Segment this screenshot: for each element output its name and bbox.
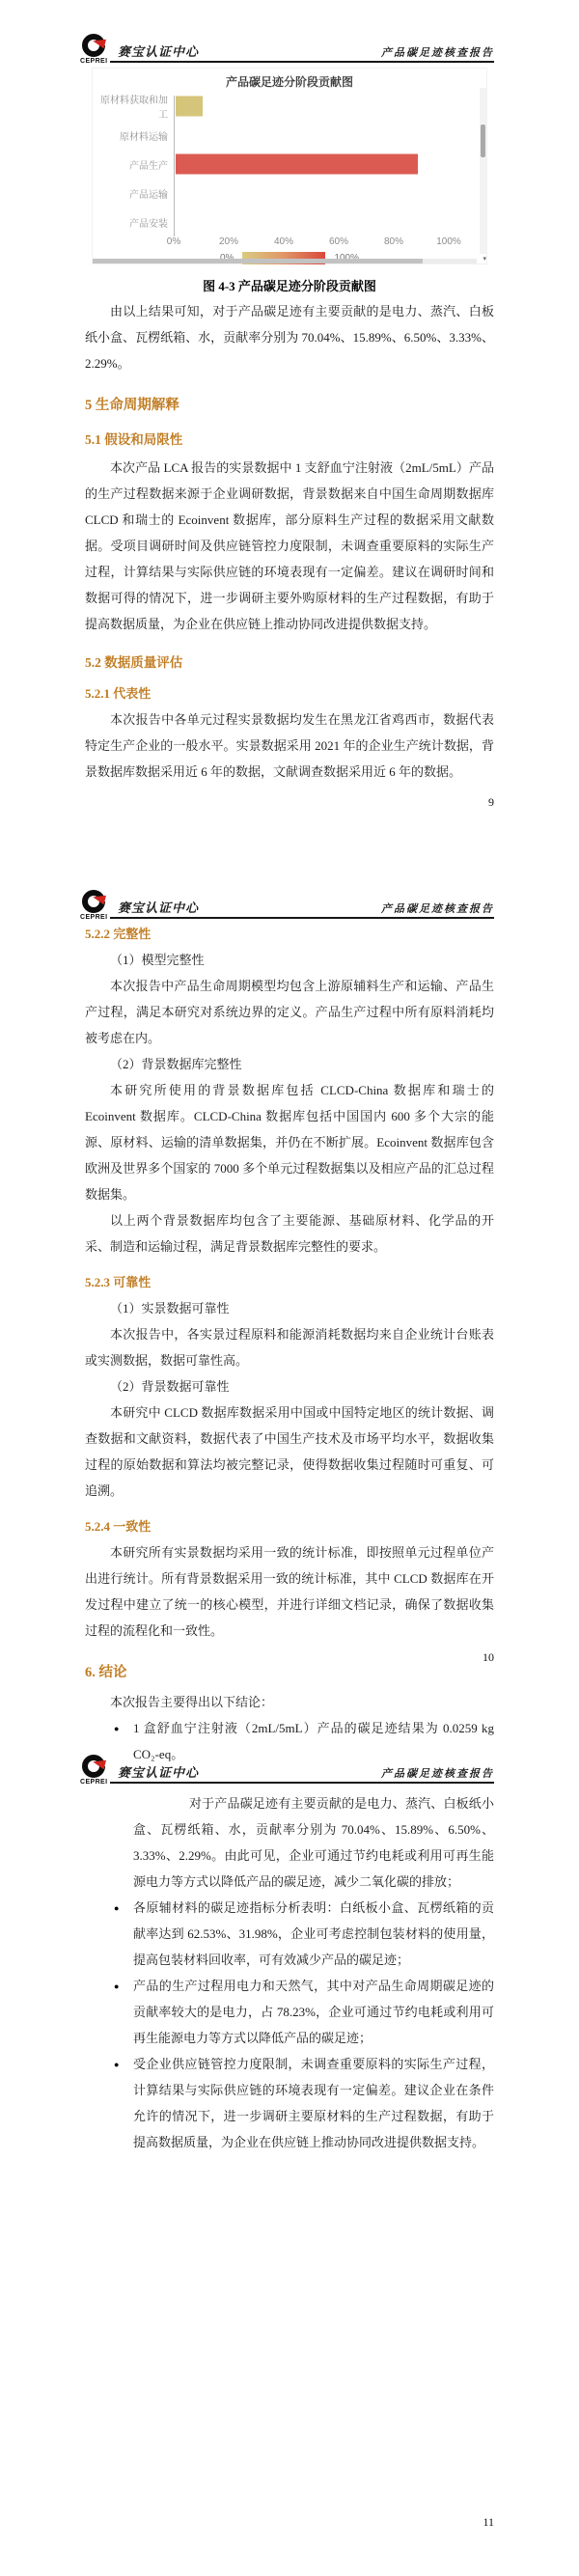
section-heading-5-2-3: 5.2.3 可靠性 — [85, 1275, 152, 1289]
bullet-continuation-paragraph: 对于产品碳足迹有主要贡献的是电力、蒸汽、白板纸小盒、瓦楞纸箱、水，贡献率分别为 70.04%、15.89%、6.50%、3.33%、2.29%。由此可见，企业可通过节约电耗或利用可再生能源电力等方式以降低产品的碳足迹，减少二氧化碳的排放； — [133, 1796, 494, 1889]
paragraph-5-2-1: 本次报告中各单元过程实景数据均发生在黑龙江省鸡西市，数据代表特定生产企业的一般水平。实景数据采用 2021 年的企业生产统计数据，背景数据库数据采用近 6 年的数据，文献调查数据采用近 6 年的数据。 — [85, 712, 494, 779]
page-content — [85, 68, 494, 785]
paragraph-5-1: 本次产品 LCA 报告的实景数据中 1 支舒血宁注射液（2mL/5mL）产品的生产过程数据来源于企业调研数据，背景数据来自中国生命周期数据库 CLCD 和瑞士的 Ecoinvent 数据库，部分原料生产过程的数据采用文献数据。受项目调研时间及供应链管控力度限制，未调查重要原料的实际生产过程，计算结果与实际供应链的环境表现有一定偏差。建议在调研时间和数据可得的情况下，进一步调研主要外购原材料的生产过程数据，有助于提高数据质量，为企业在供应链上推动协同改进提供数据支持。 — [85, 460, 494, 631]
bullet-item: ● 1 盒舒血宁注射液（2mL/5mL）产品的碳足迹结果为 0.0259 kg CO₂-eq。 — [114, 1715, 494, 1767]
chart-row — [93, 179, 486, 208]
subitem-foreground-reliability: （1）实景数据可靠性 — [110, 1301, 230, 1316]
x-tick: 40% — [273, 236, 294, 247]
chart-plot — [93, 92, 486, 236]
section-heading-5: 5 生命周期解释 — [85, 398, 179, 413]
paragraph: 本研究所使用的背景数据库包括 CLCD-China 数据库和瑞士的 Ecoinvent 数据库。CLCD-China 数据库包括中国国内 600 多个大宗的能源、原材料、运输的清单数据集，并仍在不断扩展。Ecoinvent 数据库包含欧洲及世界多个国家的 7000 多个单元过程数据集以及相应产品的汇总过程数据集。 — [85, 1083, 494, 1202]
page-header — [80, 37, 494, 65]
header-rule — [110, 37, 494, 63]
header-brand-name: 赛宝认证中心 — [118, 900, 200, 915]
chart-category-label: 产品运输 — [129, 189, 168, 201]
header-doc-title: 产品碳足迹核查报告 — [381, 1768, 494, 1780]
contribution-chart — [92, 68, 487, 264]
chart-category-label: 原材料获取和加工 — [100, 96, 168, 121]
chart-category-label: 产品安装 — [129, 218, 168, 230]
header-brand-name: 赛宝认证中心 — [118, 44, 200, 59]
page-header — [80, 893, 494, 921]
cepre-logo — [82, 1755, 115, 1787]
section-heading-6: 6. 结论 — [85, 1665, 127, 1680]
paragraph: 本次报告中，各实景过程原料和能源消耗数据均来自企业统计台账表或实测数据，数据可靠性高。 — [85, 1327, 494, 1368]
chart-row — [93, 92, 486, 121]
header-rule — [110, 893, 494, 919]
cepre-logo — [82, 34, 115, 67]
paragraph: 本研究中 CLCD 数据库数据采用中国或中国特定地区的统计数据、调查数据和文献资料，数据代表了中国生产技术及市场平均水平，数据收集过程的原始数据和算法均被完整记录，使得数据收集过程随时可重复、可追溯。 — [85, 1405, 494, 1498]
page-11 — [0, 1758, 579, 2576]
scroll-down-arrow-icon[interactable]: ▾ — [482, 256, 486, 263]
subitem-background-reliability: （2）背景数据可靠性 — [110, 1379, 230, 1394]
vertical-scrollbar[interactable] — [480, 88, 486, 254]
page-content — [85, 1790, 494, 2155]
report-document — [0, 37, 579, 2529]
x-tick: 0% — [166, 236, 181, 247]
page-9 — [0, 37, 579, 856]
section-heading-5-2-2: 5.2.2 完整性 — [85, 927, 152, 941]
chart-row — [93, 150, 486, 179]
page-number: 11 — [482, 2515, 494, 2529]
section-heading-5-1: 5.1 假设和局限性 — [85, 432, 183, 447]
page-header — [80, 1758, 494, 1786]
vertical-scrollbar-thumb[interactable] — [481, 125, 485, 157]
x-tick: 20% — [218, 236, 239, 247]
horizontal-scrollbar-thumb[interactable] — [93, 259, 423, 263]
page-content — [85, 924, 494, 1767]
x-tick: 80% — [383, 236, 404, 247]
paragraph: 以上两个背景数据库均包含了主要能源、基础原材料、化学品的开采、制造和运输过程，满足背景数据库完整性的要求。 — [85, 1213, 494, 1254]
page-10 — [0, 893, 579, 1761]
chart-x-axis — [166, 236, 486, 251]
chart-title: 产品碳足迹分阶段贡献图 — [225, 75, 353, 89]
section-heading-5-2-4: 5.2.4 一致性 — [85, 1519, 152, 1534]
logo-word: CEPREI — [80, 914, 108, 921]
subitem-background-db-completeness: （2）背景数据库完整性 — [110, 1057, 242, 1071]
chart-row — [93, 208, 486, 236]
page-number: 10 — [482, 1650, 494, 1664]
paragraph: 本研究所有实景数据均采用一致的统计标准，即按照单元过程单位产出进行统计。所有背景数据采用一致的统计标准，其中 CLCD 数据库在开发过程中建立了统一的核心模型，并进行详细文档记录，确保了数据收集过程的流程化和一致性。 — [85, 1545, 494, 1638]
subitem-model-completeness: （1）模型完整性 — [110, 953, 205, 967]
logo-word: CEPREI — [80, 1779, 108, 1786]
logo-word: CEPREI — [80, 58, 108, 65]
page-number: 9 — [488, 795, 494, 809]
section-heading-5-2: 5.2 数据质量评估 — [85, 655, 183, 670]
bullet-item: ● 产品的生产过程用电力和天然气，其中对产品生命周期碳足迹的贡献率较大的是电力，占 78.23%，企业可通过节约电耗或利用可再生能源电力等方式以降低产品的碳足迹； — [114, 1973, 494, 2051]
paragraph-result: 由以上结果可知，对于产品碳足迹有主要贡献的是电力、蒸汽、白板纸小盒、瓦楞纸箱、水，贡献率分别为 70.04%、15.89%、6.50%、3.33%、2.29%。 — [85, 304, 494, 371]
chart-category-label: 产品生产 — [129, 160, 168, 172]
conclusion-list — [85, 1895, 494, 2155]
bullet-item: ● 各原辅材料的碳足迹指标分析表明：白纸板小盒、瓦楞纸箱的贡献率达到 62.53%、31.98%，企业可考虑控制包装材料的使用量，提高包装材料回收率，可有效减少产品的碳足迹； — [114, 1895, 494, 1973]
header-rule — [110, 1758, 494, 1784]
horizontal-scrollbar[interactable] — [93, 259, 477, 263]
chart-row — [93, 121, 486, 150]
chart-bar — [176, 154, 418, 175]
x-tick: 100% — [436, 236, 461, 247]
cepre-logo — [82, 890, 115, 923]
chart-category-label: 原材料运输 — [120, 131, 168, 143]
section-heading-5-2-1: 5.2.1 代表性 — [85, 686, 152, 701]
header-doc-title: 产品碳足迹核查报告 — [381, 47, 494, 59]
paragraph: 本次报告主要得出以下结论： — [110, 1695, 274, 1709]
header-brand-name: 赛宝认证中心 — [118, 1765, 200, 1780]
chart-bar — [176, 97, 203, 117]
figure-caption: 图 4-3 产品碳足迹分阶段贡献图 — [203, 279, 376, 293]
paragraph: 本次报告中产品生命周期模型均包含上游原辅料生产和运输、产品生产过程，满足本研究对系统边界的定义。产品生产过程中所有原料消耗均被考虑在内。 — [85, 979, 494, 1045]
bullet-item: ● 受企业供应链管控力度限制，未调查重要原料的实际生产过程，计算结果与实际供应链的环境表现有一定偏差。建议企业在条件允许的情况下，进一步调研主要原材料的生产过程数据，有助于提高数据质量，为企业在供应链上推动协同改进提供数据支持。 — [114, 2051, 494, 2155]
header-doc-title: 产品碳足迹核查报告 — [381, 903, 494, 915]
x-tick: 60% — [328, 236, 349, 247]
